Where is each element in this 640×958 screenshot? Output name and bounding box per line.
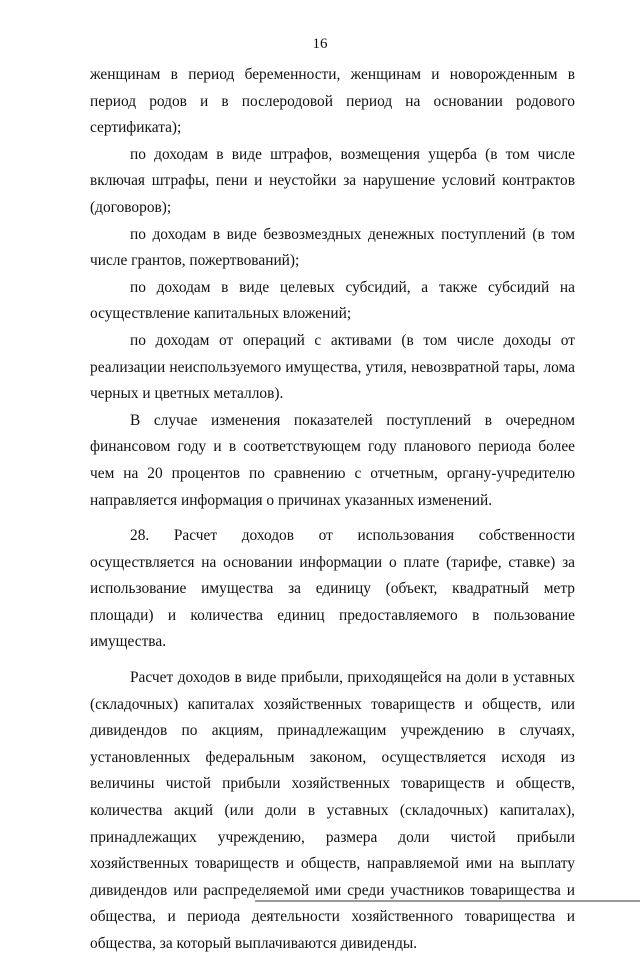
paragraph-dividends: Расчет доходов в виде прибыли, приходящейся на доли в уставных (складочных) капиталах хозяйственных товариществ и обществ, или дивидендов по акциям, принадлежащим учреждению в случаях, установленных федеральным законом, осуществляется исходя из величины чистой прибыли хозяйственных товариществ и обществ, количества акций (или доли в уставных (складочных) капиталах), принадлежащих учреждению, размера доли чистой прибыли хозяйственных товариществ и обществ, направляемой ими на выплату дивидендов или распределяемой ими среди участников товарищества и общества, и периода деятельности хозяйственного товарищества и общества, за который выплачиваются дивиденды.: [90, 669, 575, 952]
paragraph-item-28: 28. Расчет доходов от использования собственности осуществляется на основании информации о плате (тарифе, ставке) за использование имущества за единицу (объект, квадратный метр площади) и количества единиц предоставляемого в пользование имущества.: [90, 527, 575, 651]
paragraph-target-subsidies: по доходам в виде целевых субсидий, а также субсидий на осуществление капитальных вложений;: [90, 278, 575, 323]
paragraph-change-notice: В случае изменения показателей поступлений в очередном финансовом году и в соответствующем году планового периода более чем на 20 процентов по сравнению с отчетным, органу-учредителю направляется информация о причинах указанных изменений.: [90, 411, 575, 509]
paragraph-asset-operations: по доходам от операций с активами (в том числе доходы от реализации неиспользуемого имущества, утиля, невозвратной тары, лома черных и цветных металлов).: [90, 331, 575, 403]
document-body: [90, 62, 575, 958]
scan-edge-line: [255, 900, 640, 902]
paragraph-gratuitous-income: по доходам в виде безвозмездных денежных поступлений (в том числе грантов, пожертвований);: [90, 225, 575, 270]
page-number: 16: [312, 36, 328, 52]
paragraph-continuation: женщинам в период беременности, женщинам и новорожденным в период родов и в послеродовой период на основании родового сертификата);: [90, 66, 575, 137]
paragraph-fines-income: по доходам в виде штрафов, возмещения ущерба (в том числе включая штрафы, пени и неустойки за нарушение условий контрактов (договоров);: [90, 145, 575, 216]
